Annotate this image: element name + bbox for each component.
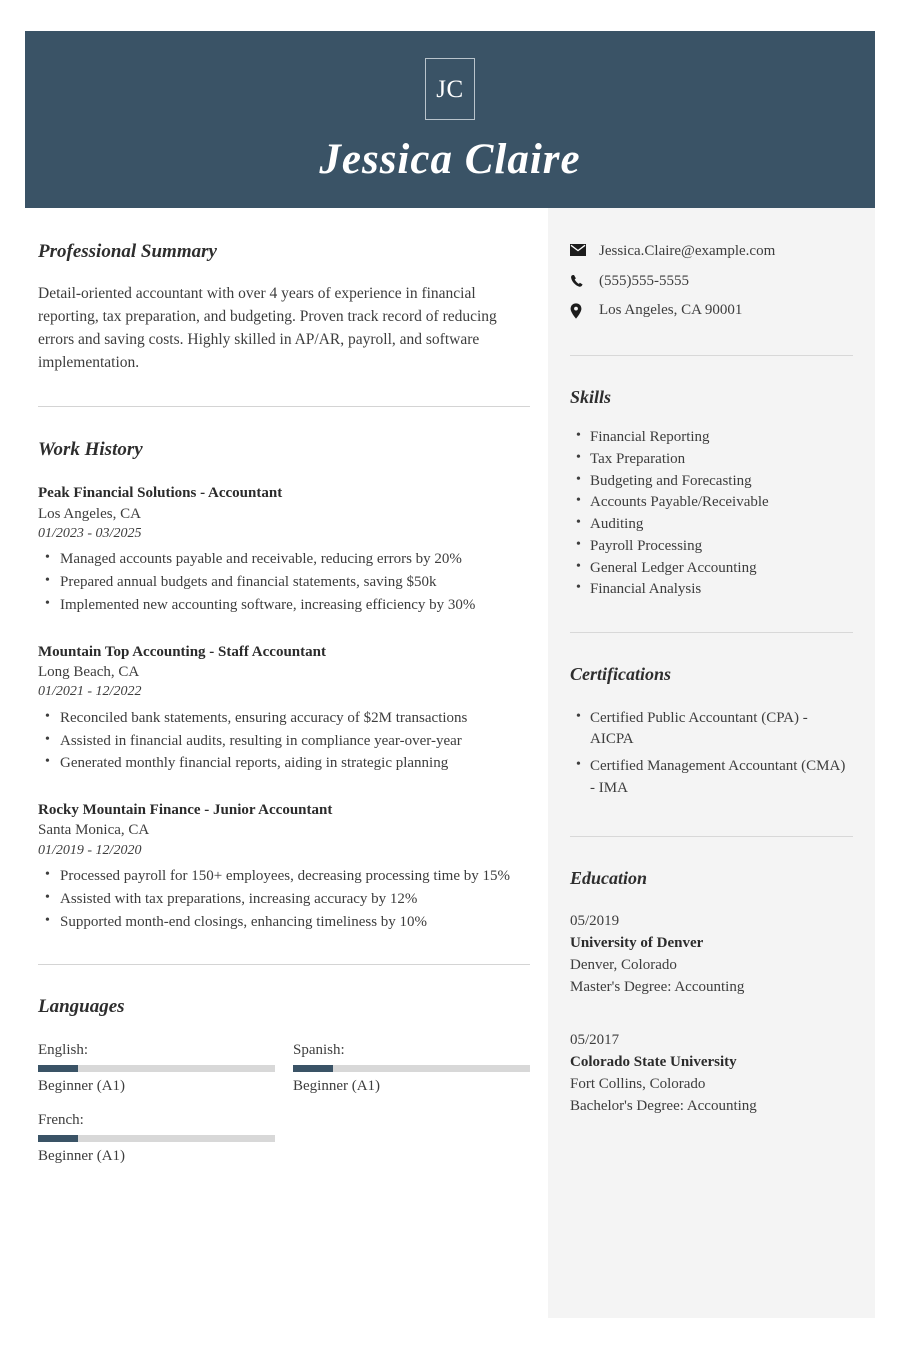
section-title-skills: Skills (570, 386, 612, 407)
language-proficiency-bar (38, 1135, 275, 1142)
map-pin-icon (570, 301, 592, 319)
job-title: Mountain Top Accounting - Staff Accountant (38, 643, 326, 660)
contact-row-email[interactable] (570, 242, 853, 262)
contact-email: Jessica.Claire@example.com (599, 243, 776, 259)
work-entry (38, 800, 530, 933)
right-sidebar (548, 208, 875, 1318)
job-bullet: • Generated monthly financial reports, aiding in strategic planning (60, 753, 530, 775)
language-name: Spanish: (293, 1042, 345, 1059)
job-dates: 01/2021 - 12/2022 (38, 684, 142, 700)
work-entry (38, 483, 530, 616)
monogram-initials: JC (436, 75, 464, 103)
job-bullet: • Managed accounts payable and receivable, reducing errors by 20% (60, 549, 530, 571)
skill-item: • Accounts Payable/Receivable (590, 492, 853, 514)
professional-summary-text: Detail-oriented accountant with over 4 years of experience in financial reporting, tax preparation, and budgeting. Proven track record of reducing errors and saving costs. Highly skilled in AP/AR, payroll, and software implementation. (38, 284, 497, 371)
envelope-icon (570, 242, 592, 256)
education-degree: Bachelor's Degree: Accounting (570, 1097, 757, 1114)
language-level: Beginner (A1) (293, 1077, 381, 1094)
job-dates: 01/2023 - 03/2025 (38, 525, 142, 541)
job-dates: 01/2019 - 12/2020 (38, 842, 142, 858)
left-column (38, 208, 530, 1179)
section-title-professional-summary: Professional Summary (38, 241, 217, 262)
job-bullet: • Assisted in financial audits, resulting in compliance year-over-year (60, 731, 530, 753)
certification-item: • Certified Management Accountant (CMA) - IMA (590, 756, 853, 800)
skill-item: • Auditing (590, 514, 853, 536)
candidate-name: Jessica Claire (319, 136, 581, 183)
job-bullet: • Reconciled bank statements, ensuring accuracy of $2M transactions (60, 708, 530, 730)
contact-location: Los Angeles, CA 90001 (599, 302, 743, 318)
language-item (38, 1039, 275, 1097)
skills-list (570, 427, 853, 601)
job-title: Rocky Mountain Finance - Junior Accountant (38, 802, 333, 819)
education-entry (570, 911, 853, 998)
education-location: Denver, Colorado (570, 956, 677, 973)
education-entry (570, 1030, 853, 1117)
language-proficiency-fill (38, 1135, 78, 1142)
job-location: Santa Monica, CA (38, 822, 150, 839)
resume-body (0, 208, 900, 1350)
job-bullet-list (38, 708, 530, 775)
skill-item: • Budgeting and Forecasting (590, 471, 853, 493)
section-title-languages: Languages (38, 996, 125, 1018)
education-school: University of Denver (570, 935, 704, 952)
contact-row-location[interactable] (570, 301, 853, 321)
section-title-work-history: Work History (38, 438, 143, 460)
language-name: English: (38, 1042, 89, 1059)
job-bullet: • Processed payroll for 150+ employees, decreasing processing time by 15% (60, 866, 530, 888)
skill-item: • General Ledger Accounting (590, 558, 853, 580)
resume-header-banner (25, 31, 875, 208)
job-bullet-list (38, 866, 530, 933)
skill-item: • Financial Reporting (590, 427, 853, 449)
phone-icon (570, 272, 592, 288)
language-name: French: (38, 1112, 84, 1129)
contact-list (570, 208, 853, 321)
certification-item: • Certified Public Accountant (CPA) - AICPA (590, 708, 853, 752)
language-proficiency-fill (293, 1065, 333, 1072)
language-level: Beginner (A1) (38, 1147, 126, 1164)
job-bullet-list (38, 549, 530, 616)
language-item (293, 1039, 530, 1097)
job-title: Peak Financial Solutions - Accountant (38, 485, 283, 502)
skill-item: • Financial Analysis (590, 579, 853, 601)
language-proficiency-fill (38, 1065, 78, 1072)
skill-item: • Tax Preparation (590, 449, 853, 471)
contact-row-phone[interactable] (570, 272, 853, 292)
language-level: Beginner (A1) (38, 1077, 126, 1094)
job-bullet: • Supported month-end closings, enhancing timeliness by 10% (60, 912, 530, 934)
skill-item: • Payroll Processing (590, 536, 853, 558)
certifications-list (570, 708, 853, 800)
education-location: Fort Collins, Colorado (570, 1075, 706, 1092)
languages-grid (38, 1039, 530, 1179)
education-date: 05/2017 (570, 1032, 620, 1049)
language-item (38, 1109, 275, 1167)
language-proficiency-bar (293, 1065, 530, 1072)
job-bullet: • Prepared annual budgets and financial statements, saving $50k (60, 572, 530, 594)
job-location: Los Angeles, CA (38, 505, 141, 522)
contact-phone: (555)555-5555 (599, 272, 689, 289)
language-proficiency-bar (38, 1065, 275, 1072)
section-title-certifications: Certifications (570, 664, 672, 685)
section-title-education: Education (570, 867, 648, 888)
job-location: Long Beach, CA (38, 663, 140, 680)
education-degree: Master's Degree: Accounting (570, 978, 745, 995)
education-school: Colorado State University (570, 1054, 737, 1071)
education-date: 05/2019 (570, 913, 620, 930)
monogram-box (425, 58, 475, 120)
work-entry (38, 642, 530, 775)
job-bullet: • Implemented new accounting software, increasing efficiency by 30% (60, 595, 530, 617)
job-bullet: • Assisted with tax preparations, increasing accuracy by 12% (60, 889, 530, 911)
